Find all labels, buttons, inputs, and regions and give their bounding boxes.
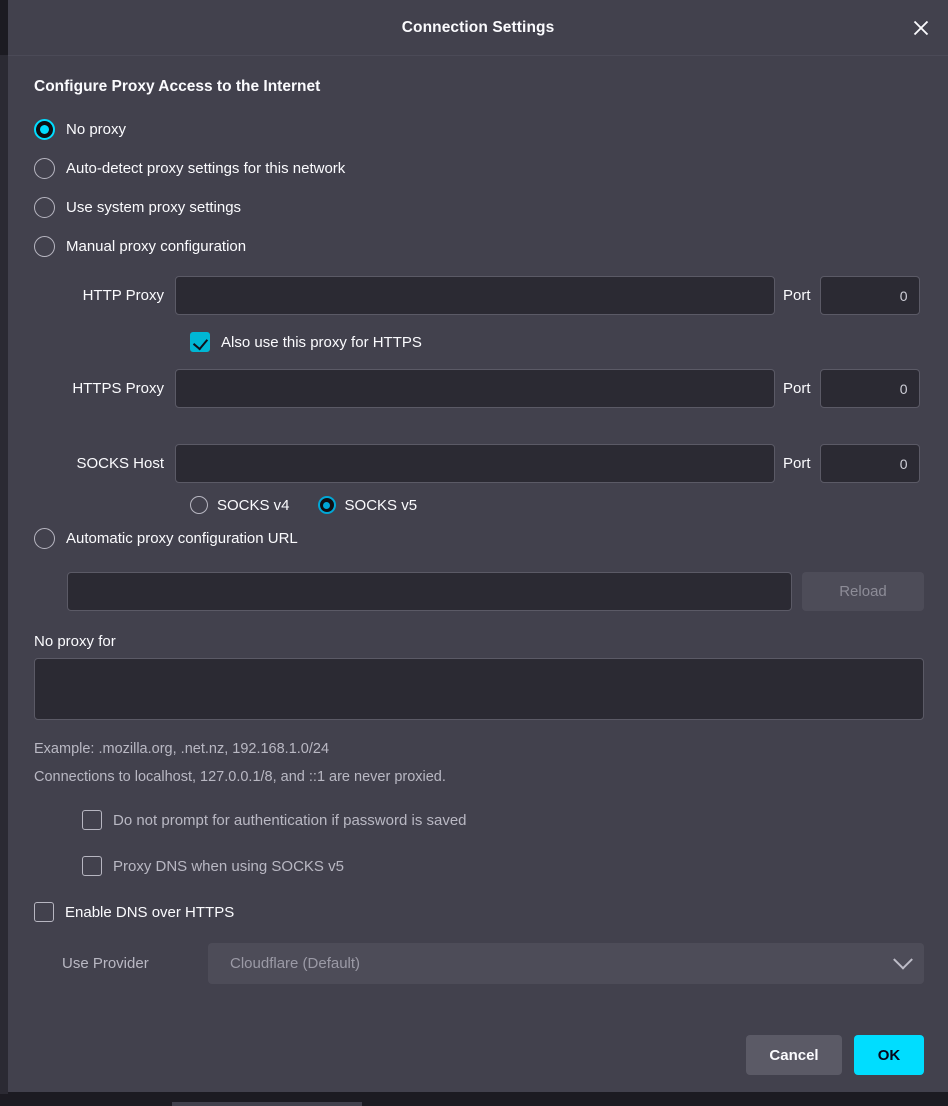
provider-select-value: Cloudflare (Default) — [230, 955, 361, 972]
https-proxy-row — [34, 369, 924, 408]
radio-label-pac-url: Automatic proxy configuration URL — [66, 530, 298, 547]
checkbox-label-also-use-https: Also use this proxy for HTTPS — [221, 333, 422, 351]
checkbox-indicator-enable-doh[interactable] — [34, 902, 54, 922]
https-port-input[interactable] — [820, 369, 920, 408]
radio-indicator-manual-proxy[interactable] — [34, 236, 55, 257]
section-title: Configure Proxy Access to the Internet — [34, 78, 321, 95]
radio-label-socks-v5: SOCKS v5 — [344, 496, 418, 514]
backdrop-bottom-tab — [172, 1102, 362, 1106]
checkbox-no-auth-prompt[interactable] — [82, 801, 924, 839]
provider-label: Use Provider — [62, 955, 149, 972]
radio-option-socks-v5[interactable] — [318, 496, 418, 514]
radio-label-manual-proxy: Manual proxy configuration — [66, 238, 247, 255]
radio-option-no-proxy[interactable] — [34, 110, 924, 149]
radio-label-no-proxy: No proxy — [66, 121, 127, 138]
checkbox-proxy-dns-socks5[interactable] — [82, 847, 924, 885]
socks-host-label: SOCKS Host — [76, 455, 164, 472]
checkbox-label-enable-doh: Enable DNS over HTTPS — [65, 903, 235, 921]
chevron-down-icon — [893, 949, 913, 969]
checkbox-label-proxy-dns-socks5: Proxy DNS when using SOCKS v5 — [113, 857, 344, 875]
dialog-content — [8, 56, 948, 1024]
https-proxy-input[interactable] — [175, 369, 775, 408]
radio-indicator-pac-url[interactable] — [34, 528, 55, 549]
ok-button[interactable]: OK — [854, 1035, 924, 1075]
checkbox-enable-doh[interactable] — [34, 893, 924, 931]
backdrop-left-edge — [0, 55, 8, 1095]
dialog-footer — [8, 1024, 948, 1092]
checkbox-indicator-proxy-dns-socks5[interactable] — [82, 856, 102, 876]
checkbox-indicator-no-auth-prompt[interactable] — [82, 810, 102, 830]
radio-indicator-system-proxy[interactable] — [34, 197, 55, 218]
radio-label-socks-v4: SOCKS v4 — [217, 496, 290, 514]
http-proxy-input[interactable] — [175, 276, 775, 315]
no-proxy-for-label: No proxy for — [34, 633, 116, 650]
radio-option-manual-proxy[interactable] — [34, 227, 924, 266]
provider-row — [62, 943, 924, 984]
http-port-label: Port — [783, 287, 811, 304]
http-port-input[interactable] — [820, 276, 920, 315]
cancel-button[interactable]: Cancel — [746, 1035, 842, 1075]
radio-indicator-no-proxy[interactable] — [34, 119, 55, 140]
connection-settings-dialog — [8, 0, 948, 1092]
checkbox-also-use-https[interactable] — [190, 323, 924, 361]
radio-option-system-proxy[interactable] — [34, 188, 924, 227]
dialog-title: Connection Settings — [401, 18, 555, 36]
radio-option-auto-detect[interactable] — [34, 149, 924, 188]
socks-port-input[interactable] — [820, 444, 920, 483]
dialog-titlebar — [8, 0, 948, 56]
provider-select[interactable] — [208, 943, 924, 984]
backdrop-bottom-strip — [0, 1094, 948, 1106]
radio-option-pac-url[interactable] — [34, 519, 924, 558]
radio-indicator-socks-v4[interactable] — [190, 496, 208, 514]
pac-url-row — [67, 572, 924, 611]
http-proxy-row — [34, 276, 924, 315]
pac-url-input[interactable] — [67, 572, 792, 611]
checkbox-indicator-also-use-https[interactable] — [190, 332, 210, 352]
socks-version-group — [190, 496, 924, 514]
https-port-label: Port — [783, 380, 811, 397]
reload-button[interactable]: Reload — [802, 572, 924, 611]
no-proxy-for-textarea[interactable] — [34, 658, 924, 720]
close-icon[interactable] — [904, 11, 938, 45]
radio-option-socks-v4[interactable] — [190, 496, 290, 514]
socks-host-input[interactable] — [175, 444, 775, 483]
socks-port-label: Port — [783, 455, 811, 472]
checkbox-label-no-auth-prompt: Do not prompt for authentication if password is saved — [113, 811, 467, 829]
example-hint: Example: .mozilla.org, .net.nz, 192.168.1.0/24 — [34, 741, 330, 757]
radio-indicator-socks-v5[interactable] — [318, 496, 336, 514]
https-proxy-label: HTTPS Proxy — [72, 380, 164, 397]
http-proxy-label: HTTP Proxy — [82, 287, 164, 304]
localhost-hint: Connections to localhost, 127.0.0.1/8, and ::1 are never proxied. — [34, 769, 446, 785]
socks-host-row — [34, 444, 924, 483]
radio-label-auto-detect: Auto-detect proxy settings for this network — [66, 160, 346, 177]
radio-indicator-auto-detect[interactable] — [34, 158, 55, 179]
radio-label-system-proxy: Use system proxy settings — [66, 199, 242, 216]
